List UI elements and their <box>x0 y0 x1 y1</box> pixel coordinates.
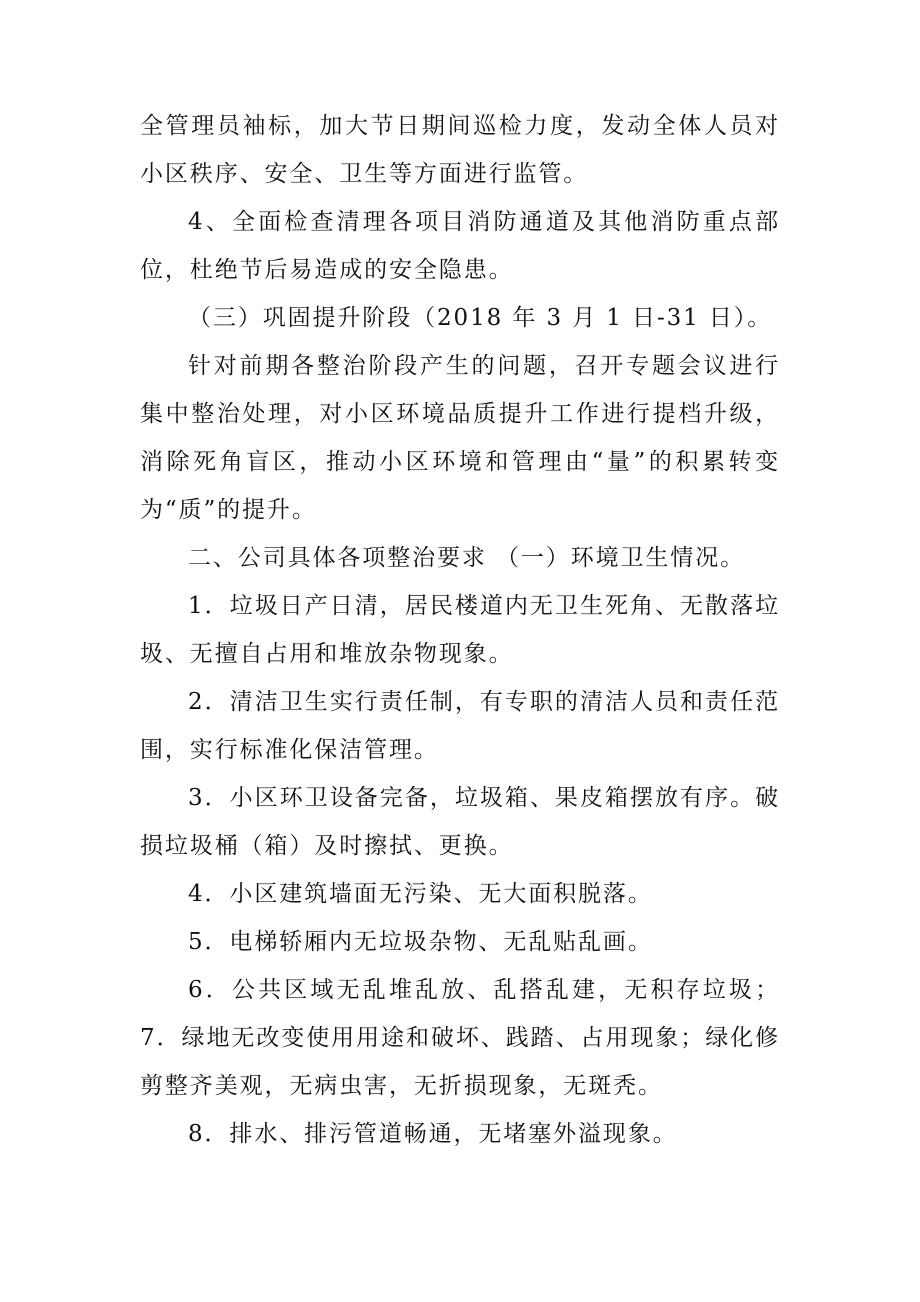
document-body <box>140 102 780 1158</box>
paragraph-consolidation-body: 针对前期各整治阶段产生的问题，召开专题会议进行集中整治处理，对小区环境品质提升工作进行提档升级，消除死角盲区，推动小区环境和管理由“量”的积累转变为“质”的提升。 <box>140 353 780 523</box>
requirement-item-4: 4．小区建筑墙面无污染、无大面积脱落。 <box>188 881 653 907</box>
requirement-item-2: 2．清洁卫生实行责任制，有专职的清洁人员和责任范围，实行标准化保洁管理。 <box>140 689 780 763</box>
section-heading-requirements: 二、公司具体各项整治要求 （一）环境卫生情况。 <box>188 545 746 571</box>
paragraph-continuation: 全管理员袖标，加大节日期间巡检力度，发动全体人员对小区秩序、安全、卫生等方面进行监管。 <box>140 113 780 187</box>
requirement-item-1: 1．垃圾日产日清，居民楼道内无卫生死角、无散落垃圾、无擅自占用和堆放杂物现象。 <box>140 593 780 667</box>
section-heading-consolidation: （三）巩固提升阶段（2018 年 3 月 1 日-31 日）。 <box>188 305 773 331</box>
requirement-item-3: 3．小区环卫设备完备，垃圾箱、果皮箱摆放有序。破损垃圾桶（箱）及时擦拭、更换。 <box>140 785 780 859</box>
paragraph-item-4: 4、全面检查清理各项目消防通道及其他消防重点部位，杜绝节后易造成的安全隐患。 <box>140 209 780 283</box>
requirement-item-5: 5．电梯轿厢内无垃圾杂物、无乱贴乱画。 <box>188 929 653 955</box>
requirement-item-6-7: 6．公共区域无乱堆乱放、乱搭乱建，无积存垃圾；7．绿地无改变使用用途和破坏、践踏、占用现象；绿化修剪整齐美观，无病虫害，无折损现象，无斑秃。 <box>140 977 780 1099</box>
requirement-item-8: 8．排水、排污管道畅通，无堵塞外溢现象。 <box>188 1121 678 1147</box>
